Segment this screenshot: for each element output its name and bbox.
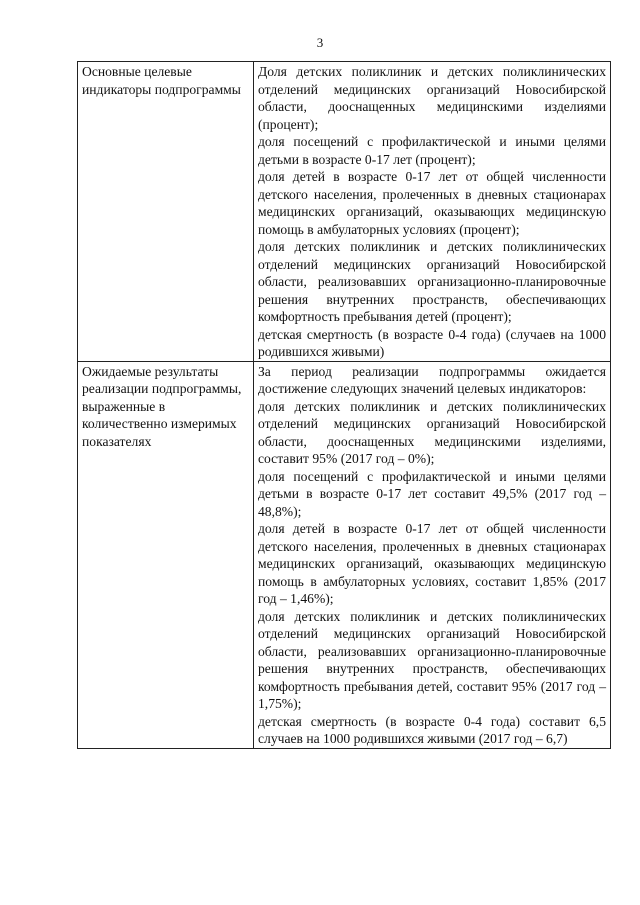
indicator-paragraph: доля детских поликлиник и детских поликлинических отделений медицинских организаций Новосибирской области, реализовавших организационно-планировочные решения внутренних пространств, обеспечивающих комфортность пребывания детей (процент);	[258, 239, 606, 324]
program-passport-table	[77, 61, 611, 749]
result-paragraph: доля посещений с профилактической и иными целями детьми в возрасте 0-17 лет составит 49,5% (2017 год – 48,8%);	[258, 468, 606, 519]
row-content-target-indicators	[254, 62, 611, 362]
indicator-paragraph: доля посещений с профилактической и иными целями детьми в возрасте 0-17 лет (процент);	[258, 134, 606, 167]
indicator-paragraph: детская смертность (в возрасте 0-4 года) (случаев на 1000 родившихся живыми)	[258, 326, 606, 359]
row-label-expected-results: Ожидаемые результаты реализации подпрограммы, выраженные в количественно измеримых показателях	[78, 361, 254, 748]
result-paragraph: доля детских поликлиник и детских поликлинических отделений медицинских организаций Новосибирской области, дооснащенных медицинскими изделиями, составит 95% (2017 год – 0%);	[258, 398, 606, 466]
table-row-expected-results	[78, 361, 611, 748]
result-paragraph: детская смертность (в возрасте 0-4 года) составит 6,5 случаев на 1000 родившихся живыми (2017 год – 6,7)	[258, 713, 606, 746]
result-paragraph: доля детей в возрасте 0-17 лет от общей численности детского населения, пролеченных в дневных стационарах медицинских организаций, оказывающих медицинскую помощь в амбулаторных условиях, составит 1,85% (2017 год – 1,46%);	[258, 521, 606, 606]
row-content-expected-results	[254, 361, 611, 748]
indicator-paragraph: Доля детских поликлиник и детских поликлинических отделений медицинских организаций Новосибирской области, дооснащенных медицинскими изделиями (процент);	[258, 64, 606, 132]
result-paragraph: доля детских поликлиник и детских поликлинических отделений медицинских организаций Новосибирской области, реализовавших организационно-планировочные решения внутренних пространств, обеспечивающих комфортность пребывания детей, составит 95% (2017 год – 1,75%);	[258, 608, 606, 711]
table-row-target-indicators	[78, 62, 611, 362]
row-label-target-indicators: Основные целевые индикаторы подпрограммы	[78, 62, 254, 362]
result-paragraph: За период реализации подпрограммы ожидается достижение следующих значений целевых индикаторов:	[258, 363, 606, 396]
indicator-paragraph: доля детей в возрасте 0-17 лет от общей численности детского населения, пролеченных в дневных стационарах медицинских организаций, оказывающих медицинскую помощь в амбулаторных условиях (процент);	[258, 169, 606, 237]
page-number: 3	[316, 35, 324, 50]
